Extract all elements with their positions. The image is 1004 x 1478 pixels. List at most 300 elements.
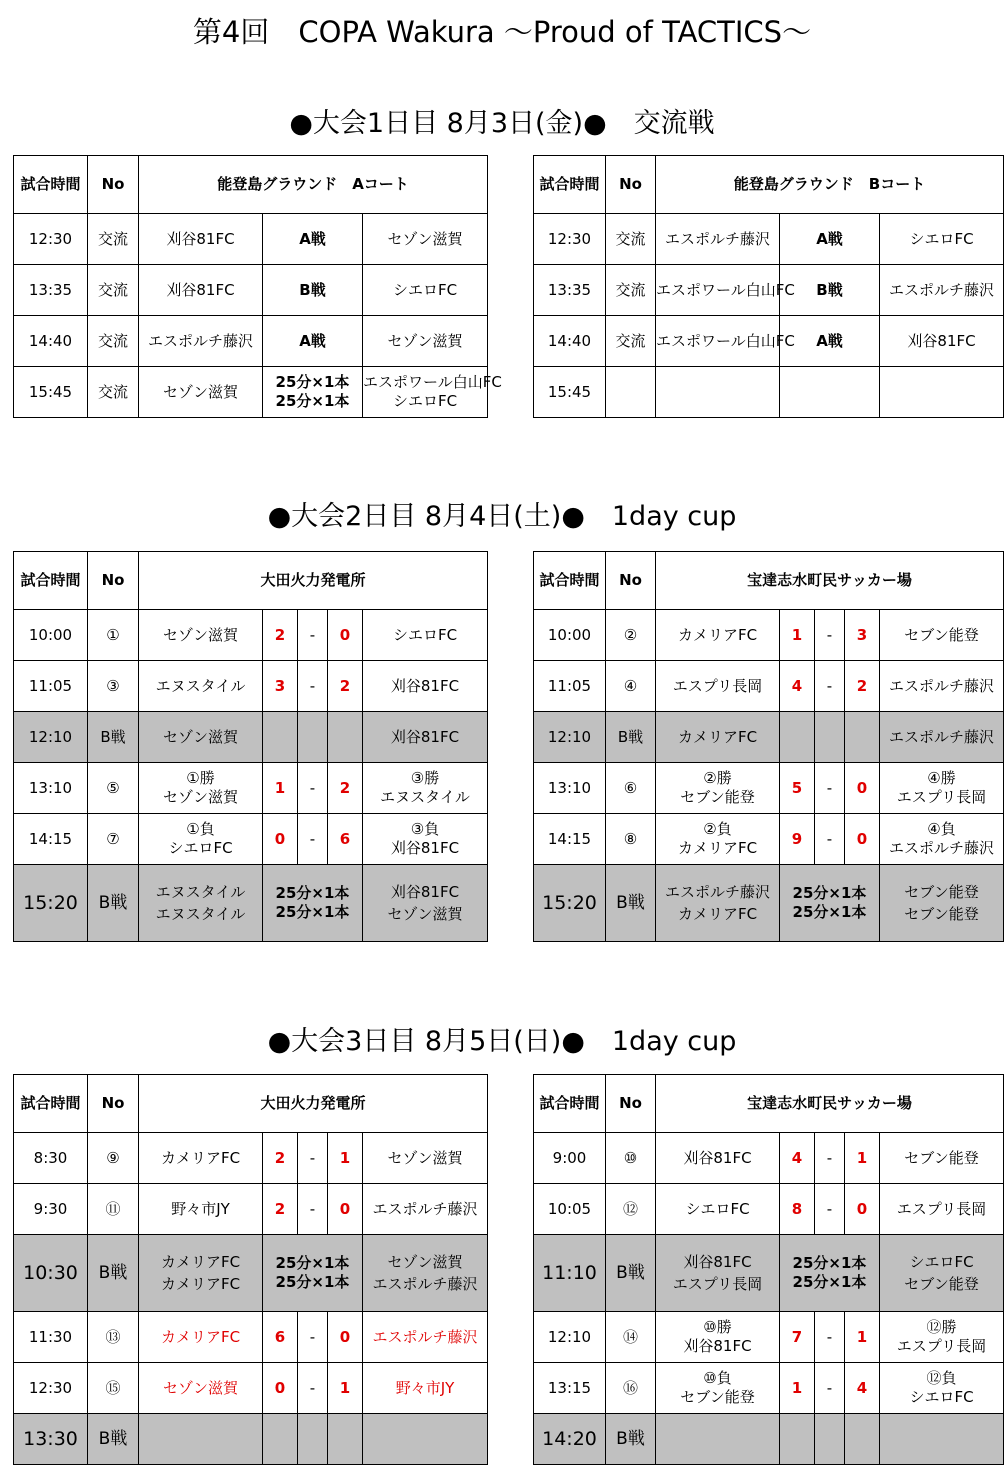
home-team [656,814,780,865]
table-header-row [14,552,488,610]
away-team-line: セゾン滋賀 [387,1253,463,1271]
match-no: 交流 [88,214,139,265]
match-no: ⑬ [88,1312,139,1363]
away-team-line: ④勝 [927,769,956,787]
match-no: ⑩ [606,1133,656,1184]
table-row [14,1235,488,1312]
table-row [14,1184,488,1235]
match-format-line: 25分×1本 [275,392,350,410]
match-time: 15:45 [14,367,88,418]
away-team: セゾン滋賀 [363,316,488,367]
match-no: 交流 [88,316,139,367]
away-team-line: シエロFC [392,392,458,410]
match-time: 12:10 [534,1312,606,1363]
match-format [263,865,363,942]
match-time: 14:15 [534,814,606,865]
match-time: 12:30 [14,214,88,265]
match-time: 10:00 [14,610,88,661]
match-time: 12:30 [14,1363,88,1414]
home-team: セゾン滋賀 [139,712,263,763]
match-time: 14:15 [14,814,88,865]
match-format [263,1235,363,1312]
home-score: 4 [780,661,815,712]
table-row [534,763,1004,814]
home-team-line: カメリアFC [677,839,758,857]
match-type: B戦 [263,265,363,316]
match-format-line: 25分×1本 [275,903,350,921]
no-header: No [606,552,656,610]
away-score: 0 [845,763,880,814]
home-score: 4 [780,1133,815,1184]
home-team [656,1235,780,1312]
home-team: カメリアFC [139,1312,263,1363]
table-row [14,1133,488,1184]
away-team: シエロFC [880,214,1004,265]
home-team-line: 刈谷81FC [683,1337,752,1355]
away-team [880,1414,1004,1465]
home-team [656,1414,780,1465]
no-header: No [88,156,139,214]
table-row [534,712,1004,763]
match-time: 11:30 [14,1312,88,1363]
home-team: シエロFC [656,1184,780,1235]
score-dash: - [298,1133,328,1184]
away-score: 1 [328,1133,363,1184]
day3-heading: ●大会3日目 8月5日(日)● 1day cup [267,1026,737,1057]
away-team: シエロFC [363,610,488,661]
home-team [656,1363,780,1414]
no-header: No [88,552,139,610]
away-team: セゾン滋賀 [363,1133,488,1184]
table-row [14,610,488,661]
away-team-line: エスプリ長岡 [896,788,987,806]
home-score: 0 [263,814,298,865]
match-no [606,367,656,418]
day1-right-table [533,155,1004,418]
home-score: 8 [780,1184,815,1235]
match-no: ⑧ [606,814,656,865]
away-team: エスプリ長岡 [880,1184,1004,1235]
match-format-line: 25分×1本 [275,373,350,391]
match-time: 12:10 [534,712,606,763]
match-time: 8:30 [14,1133,88,1184]
away-team [363,1235,488,1312]
home-team-line: セゾン滋賀 [162,788,238,806]
venue-name: 大田火力発電所 [139,1075,488,1133]
match-no: ① [88,610,139,661]
away-team [880,1235,1004,1312]
match-type: A戦 [263,316,363,367]
away-team [880,814,1004,865]
score-dash [815,1414,845,1465]
away-team: エスポルチ藤沢 [363,1312,488,1363]
table-row [534,865,1004,942]
match-no: ⑦ [88,814,139,865]
home-team-line: ②勝 [703,769,732,787]
match-time: 10:05 [534,1184,606,1235]
away-team-line: 刈谷81FC [390,883,460,901]
match-no: ⑮ [88,1363,139,1414]
table-row [14,661,488,712]
score-dash [298,712,328,763]
away-score: 0 [328,1184,363,1235]
away-score: 0 [845,1184,880,1235]
day1-left-table [13,155,502,418]
home-score [780,712,815,763]
score-dash [815,712,845,763]
home-team: セゾン滋賀 [139,367,263,418]
away-team-line: ④負 [927,820,956,838]
home-team: 野々市JY [139,1184,263,1235]
match-time: 12:30 [534,214,606,265]
match-time: 14:20 [534,1414,606,1465]
away-team [363,763,488,814]
home-team-line: 刈谷81FC [683,1253,752,1271]
home-team-line: エスプリ長岡 [672,1275,763,1293]
home-team-line: エヌスタイル [155,883,246,901]
away-team-line: セブン能登 [904,1275,979,1293]
match-format [263,367,363,418]
home-score [263,712,298,763]
score-dash: - [298,1184,328,1235]
home-team: エスポワール白山FC [656,265,780,316]
table-row [14,814,488,865]
match-no: ⑭ [606,1312,656,1363]
table-row [14,214,488,265]
match-no: ③ [88,661,139,712]
away-team: エスポルチ藤沢 [880,661,1004,712]
match-time: 9:00 [534,1133,606,1184]
match-type: B戦 [780,265,880,316]
away-team [363,865,488,942]
home-team: 刈谷81FC [139,265,263,316]
time-header: 試合時間 [14,1075,88,1133]
score-dash: - [298,1312,328,1363]
score-dash: - [815,1312,845,1363]
table-header-row [14,1075,488,1133]
away-team-line: エヌスタイル [380,788,470,806]
away-score: 1 [328,1363,363,1414]
match-no: B戦 [88,712,139,763]
away-team [363,367,502,418]
table-row [534,610,1004,661]
match-no: ④ [606,661,656,712]
match-no: B戦 [88,1414,139,1465]
time-header: 試合時間 [14,552,88,610]
table-row [534,1414,1004,1465]
away-score: 0 [328,1312,363,1363]
match-format-line: 25分×1本 [792,1254,867,1272]
match-no: ⑥ [606,763,656,814]
match-time: 12:10 [14,712,88,763]
time-header: 試合時間 [534,156,606,214]
score-dash: - [298,1363,328,1414]
table-row [14,265,488,316]
away-score: 0 [845,814,880,865]
match-no: B戦 [606,1235,656,1312]
match-no: 交流 [606,265,656,316]
home-team: セゾン滋賀 [139,610,263,661]
match-format-line: 25分×1本 [275,884,350,902]
match-time: 15:45 [534,367,606,418]
time-header: 試合時間 [14,156,88,214]
table-row [534,1184,1004,1235]
venue-name: 宝達志水町民サッカー場 [656,552,1004,610]
score-dash: - [298,763,328,814]
table-row [534,316,1004,367]
match-no: B戦 [606,1414,656,1465]
venue-name: 宝達志水町民サッカー場 [656,1075,1004,1133]
away-score [845,1414,880,1465]
score-dash: - [815,763,845,814]
table-row [14,763,488,814]
match-no: B戦 [606,865,656,942]
away-team: 野々市JY [363,1363,488,1414]
away-score [328,712,363,763]
match-no: ⑫ [606,1184,656,1235]
match-format-line: 25分×1本 [792,884,867,902]
away-team: セブン能登 [880,1133,1004,1184]
day2-left-table [13,551,488,942]
away-score: 1 [845,1312,880,1363]
match-time: 14:40 [14,316,88,367]
score-dash: - [815,661,845,712]
home-score: 6 [263,1312,298,1363]
away-team: シエロFC [363,265,488,316]
away-team-line: シエロFC [909,1388,974,1406]
match-no: 交流 [606,214,656,265]
away-team: エスポルチ藤沢 [880,712,1004,763]
match-format [780,865,880,942]
table-row [534,661,1004,712]
home-score: 3 [263,661,298,712]
home-team [656,865,780,942]
away-team-line: ③勝 [410,769,440,787]
match-no: B戦 [606,712,656,763]
match-time: 15:20 [14,865,88,942]
home-team-line: セブン能登 [680,788,755,806]
match-time: 13:35 [14,265,88,316]
away-score: 1 [845,1133,880,1184]
away-score [845,712,880,763]
away-team [363,1414,488,1465]
home-score: 2 [263,610,298,661]
away-team: 刈谷81FC [363,661,488,712]
home-team-line: カメリアFC [160,1275,241,1293]
home-team: エスポルチ藤沢 [139,316,263,367]
away-team [363,814,488,865]
away-score: 2 [845,661,880,712]
away-team-line: ⑫勝 [926,1318,957,1336]
match-format-line: 25分×1本 [275,1273,350,1291]
match-time: 9:30 [14,1184,88,1235]
page-title: 第4回 COPA Wakura ～Proud of TACTICS～ [192,15,812,49]
table-header-row [14,156,488,214]
match-time: 13:10 [14,763,88,814]
home-team: エスポワール白山FC [656,316,780,367]
home-team [139,763,263,814]
away-team-line: ③負 [410,820,440,838]
home-score: 1 [780,610,815,661]
away-team [880,1363,1004,1414]
home-team [139,1235,263,1312]
home-team-line: ⑩負 [703,1369,732,1387]
no-header: No [88,1075,139,1133]
no-header: No [606,1075,656,1133]
away-score: 2 [328,763,363,814]
score-dash: - [298,610,328,661]
match-type: A戦 [780,316,880,367]
away-score: 6 [328,814,363,865]
home-score: 0 [263,1363,298,1414]
table-header-row [534,552,1004,610]
match-no: B戦 [88,865,139,942]
table-row [14,1414,488,1465]
away-score [328,1414,363,1465]
home-score: 1 [780,1363,815,1414]
away-team: セブン能登 [880,610,1004,661]
match-format-line: 25分×1本 [792,1273,867,1291]
table-header-row [534,1075,1004,1133]
match-no: 交流 [88,367,139,418]
away-score: 2 [328,661,363,712]
score-dash: - [298,661,328,712]
away-team [880,763,1004,814]
table-row [534,214,1004,265]
day3-right-table [533,1074,1004,1465]
match-time: 11:10 [534,1235,606,1312]
time-header: 試合時間 [534,552,606,610]
score-dash: - [815,1363,845,1414]
away-score: 0 [328,610,363,661]
away-team [880,865,1004,942]
score-dash: - [815,814,845,865]
match-no: ⑤ [88,763,139,814]
score-dash [298,1414,328,1465]
table-row [14,367,488,418]
match-time: 11:05 [534,661,606,712]
table-row [534,1363,1004,1414]
home-score [780,1414,815,1465]
match-time: 15:20 [534,865,606,942]
table-row [14,1363,488,1414]
table-row [14,865,488,942]
away-team-line: 刈谷81FC [390,839,460,857]
match-no: ⑨ [88,1133,139,1184]
home-team: エヌスタイル [139,661,263,712]
match-format [780,1235,880,1312]
home-team [656,367,780,418]
table-row [14,316,488,367]
away-team-line: シエロFC [909,1253,974,1271]
home-team: セゾン滋賀 [139,1363,263,1414]
home-team: 刈谷81FC [139,214,263,265]
no-header: No [606,156,656,214]
venue-name: 能登島グラウンド Aコート [139,156,488,214]
match-no: 交流 [606,316,656,367]
venue-name: 能登島グラウンド Bコート [656,156,1004,214]
score-dash: - [298,814,328,865]
away-score: 3 [845,610,880,661]
home-score: 1 [263,763,298,814]
match-time: 13:30 [14,1414,88,1465]
home-team-line: カメリアFC [677,905,758,923]
away-team-line: エスポワール白山FC [363,373,502,391]
home-team-line: エヌスタイル [155,905,246,923]
home-team-line: ①勝 [186,769,215,787]
match-no: ⑪ [88,1184,139,1235]
home-team [656,1312,780,1363]
table-row [534,1133,1004,1184]
away-team-line: セブン能登 [904,883,979,901]
match-time: 14:40 [534,316,606,367]
home-score: 7 [780,1312,815,1363]
match-time: 10:30 [14,1235,88,1312]
match-time: 13:15 [534,1363,606,1414]
home-team-line: カメリアFC [160,1253,241,1271]
score-dash: - [815,1184,845,1235]
away-team [880,1312,1004,1363]
home-score: 2 [263,1133,298,1184]
match-time: 13:35 [534,265,606,316]
away-team: 刈谷81FC [880,316,1004,367]
match-time: 11:05 [14,661,88,712]
home-score: 9 [780,814,815,865]
home-team [139,814,263,865]
match-type: A戦 [263,214,363,265]
match-type [780,367,880,418]
away-team-line: ⑫負 [926,1369,957,1387]
score-dash: - [815,1133,845,1184]
away-team [880,367,1004,418]
home-team-line: ①負 [186,820,215,838]
home-team-line: エスポルチ藤沢 [664,883,770,901]
home-team: カメリアFC [656,712,780,763]
away-team: エスポルチ藤沢 [363,1184,488,1235]
day1-heading: ●大会1日目 8月3日(金)● 交流戦 [289,108,715,139]
away-team-line: エスポルチ藤沢 [888,839,994,857]
home-team-line: セブン能登 [680,1388,755,1406]
table-row [534,1235,1004,1312]
home-team-line: シエロFC [168,839,233,857]
home-team: カメリアFC [139,1133,263,1184]
match-no: ② [606,610,656,661]
table-row [534,367,1004,418]
home-team: 刈谷81FC [656,1133,780,1184]
venue-name: 大田火力発電所 [139,552,488,610]
home-team: カメリアFC [656,610,780,661]
away-score: 4 [845,1363,880,1414]
away-team: 刈谷81FC [363,712,488,763]
table-row [534,814,1004,865]
away-team-line: エスプリ長岡 [896,1337,987,1355]
match-no: ⑯ [606,1363,656,1414]
table-row [534,265,1004,316]
table-header-row [534,156,1004,214]
match-no: 交流 [88,265,139,316]
away-team: セゾン滋賀 [363,214,488,265]
home-score: 5 [780,763,815,814]
away-team-line: セゾン滋賀 [387,905,463,923]
table-row [14,1312,488,1363]
table-row [14,712,488,763]
home-team: エスポルチ藤沢 [656,214,780,265]
home-team-line: ②負 [703,820,732,838]
table-row [534,1312,1004,1363]
match-no: B戦 [88,1235,139,1312]
home-score [263,1414,298,1465]
home-team: エスプリ長岡 [656,661,780,712]
